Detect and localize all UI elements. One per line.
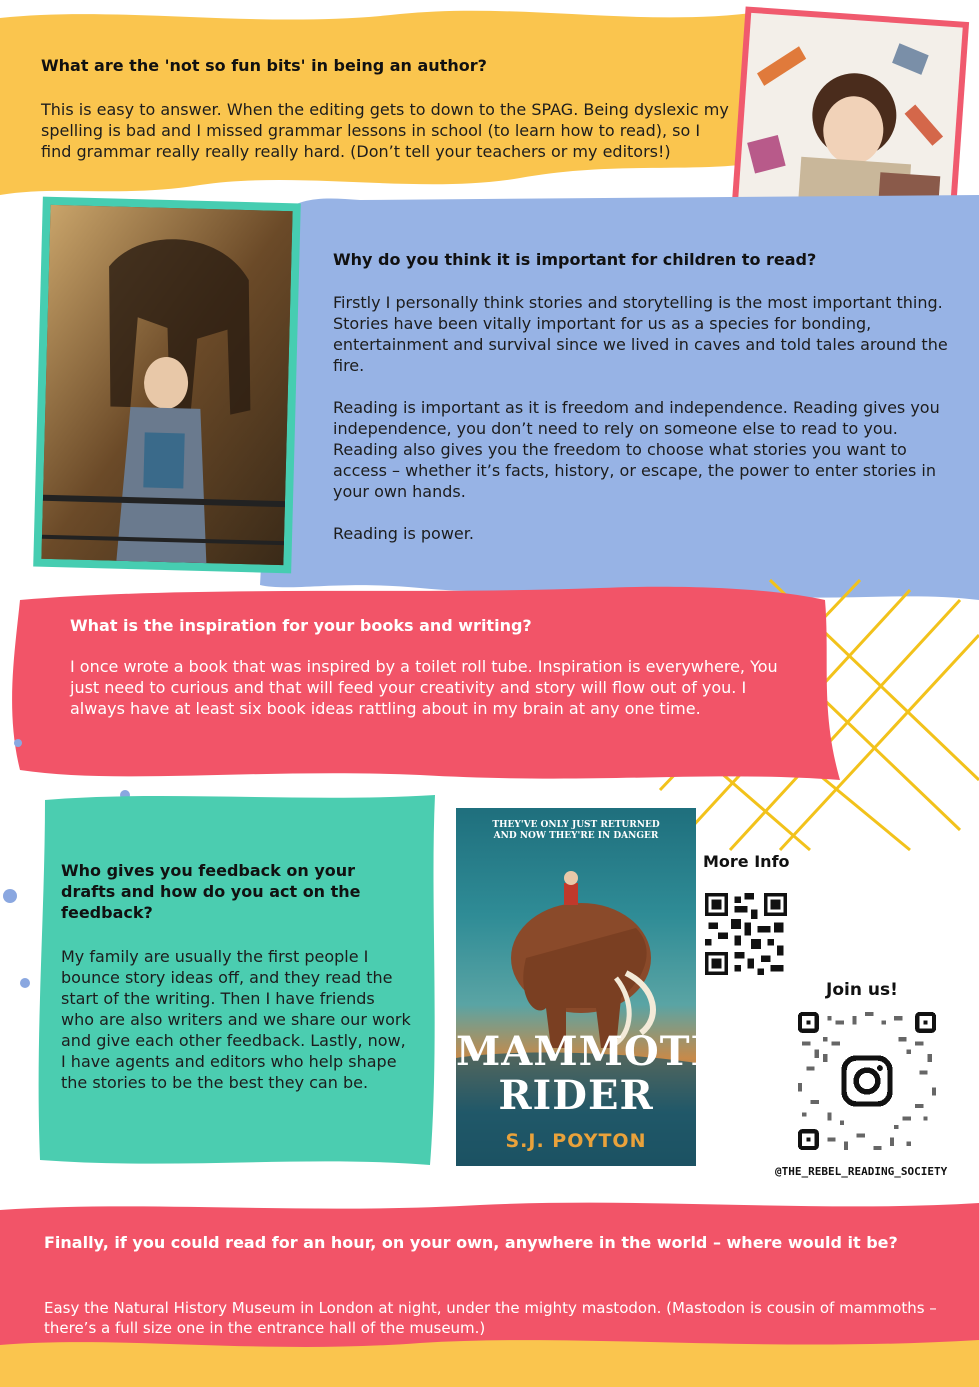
answer-not-so-fun: This is easy to answer. When the editing gets to down to the SPAG. Being dyslexic my spelling is bad and I missed grammar lessons in school (to learn how to read), so I find grammar really really really hard. (Don’t tell your teachers or my editors!) — [41, 100, 729, 161]
decorative-dot — [14, 739, 22, 747]
question-not-so-fun: What are the 'not so fun bits' in being an author? — [41, 56, 487, 75]
answer-read-anywhere: Easy the Natural History Museum in London at night, under the mighty mastodon. (Mastodon is cousin of mammoths – there’s a full size one in the entrance hall of the museum.) — [44, 1299, 937, 1337]
decorative-dot — [3, 889, 17, 903]
question-read-anywhere: Finally, if you could read for an hour, on your own, anywhere in the world – where would it be? — [44, 1233, 898, 1252]
more-info-label: More Info — [703, 852, 790, 871]
author-museum-photo — [33, 197, 301, 574]
question-inspiration: What is the inspiration for your books and writing? — [70, 616, 532, 635]
red-bottom-section-background — [0, 1195, 979, 1387]
book-cover-mammoth-rider — [456, 808, 730, 1166]
answer-feedback: My family are usually the first people I bounce story ideas off, and they read the start of the writing. Then I have friends who are also writers and we share our work and give each other feedback. Lastly, now, I have agents and editors who help shape the stories to be the best they can be. — [61, 947, 411, 1092]
answer-why-read: Firstly I personally think stories and storytelling is the most important thing. Stories have been vitally important for us as a species for bonding, entertainment and survival since we lived in caves and told tales around the fire. Reading is important as it is freedom and independence. Reading gives you independence, you don’t need to rely on someone else to read to you. Reading also gives you the freedom to choose what stories you want to access – whether it’s facts, history, or escape, the power to enter stories in your own hands. Reading is power. — [333, 293, 948, 543]
question-feedback: Who gives you feedback on your drafts and how do you act on the feedback? — [61, 861, 361, 922]
join-us-label: Join us! — [826, 980, 898, 1000]
qr-code-icon[interactable] — [705, 893, 787, 975]
book-title: MAMMOTH RIDER — [456, 1028, 730, 1119]
book-author: S.J. POYTON — [505, 1130, 647, 1152]
answer-inspiration: I once wrote a book that was inspired by a toilet roll tube. Inspiration is everywhere, You just need to curious and that will feed your creativity and story will flow out of you. I always have at least six book ideas rattling about in my brain at any one time. — [70, 657, 778, 718]
question-why-read: Why do you think it is important for children to read? — [333, 250, 817, 269]
instagram-qr-code-icon[interactable] — [798, 1012, 936, 1150]
instagram-handle: @THE_REBEL_READING_SOCIETY — [775, 1165, 948, 1178]
book-tagline: THEY'VE ONLY JUST RETURNED AND NOW THEY'RE IN DANGER — [492, 820, 660, 841]
